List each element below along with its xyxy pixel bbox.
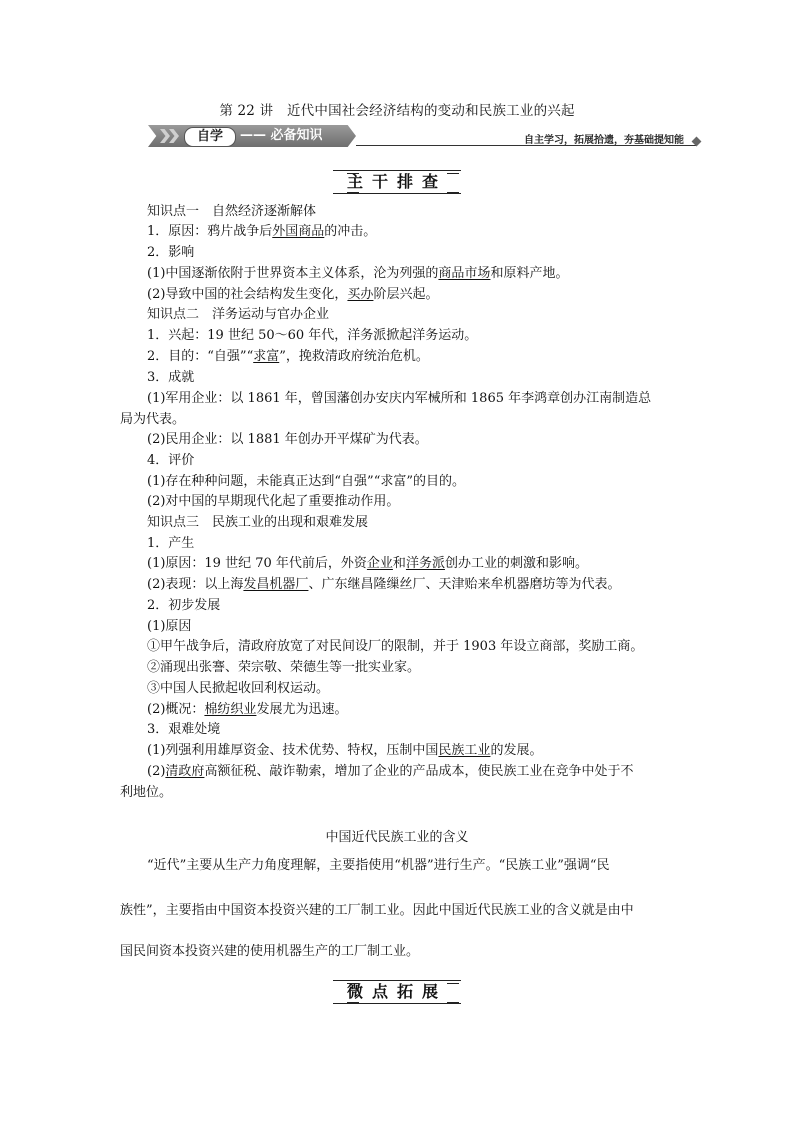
- text-line: 1．兴起：19 世纪 50～60 年代，洋务派掀起洋务运动。: [147, 328, 478, 343]
- note-paragraph-line: 族性”，主要指由中国资本投资兴建的工厂制工业。因此中国近代民族工业的含义就是由中: [120, 903, 634, 918]
- banner-text: —— 必备知识: [240, 128, 323, 143]
- text-line: 2．初步发展: [147, 598, 221, 613]
- text-line: 利地位。: [120, 785, 173, 800]
- knowledge-point-1: 知识点一 自然经济逐渐解体: [147, 204, 317, 219]
- section-heading-main-label: 主干排查: [333, 170, 461, 194]
- section-heading-main: [0, 170, 794, 196]
- knowledge-point-3: 知识点三 民族工业的出现和艰难发展: [147, 515, 369, 530]
- text-line: (1)中国逐渐依附于世界资本主义体系，沦为列强的商品市场和原料产地。: [147, 266, 569, 281]
- text-line: 2．影响: [147, 245, 195, 260]
- text-line: 1．原因：鸦片战争后外国商品的冲击。: [147, 224, 377, 239]
- text-line: 3．艰难处境: [147, 722, 221, 737]
- text-line: 3．成就: [147, 370, 195, 385]
- section-heading-extension: [0, 980, 794, 1006]
- text-line: 局为代表。: [120, 412, 186, 427]
- text-line: 1．产生: [147, 536, 195, 551]
- text-line: (1)存在种种问题，未能真正达到“自强”“求富”的目的。: [147, 474, 465, 489]
- page-title: 第 22 讲 近代中国社会经济结构的变动和民族工业的兴起: [219, 103, 575, 119]
- text-line: 2．目的：“自强”“求富”，挽救清政府统治危机。: [147, 349, 429, 364]
- note-paragraph-line: “近代”主要从生产力角度理解，主要指使用“机器”进行生产。“民族工业”强调“民: [147, 858, 610, 873]
- text-line: (2)清政府高额征税、敲诈勒索，增加了企业的产品成本，使民族工业在竞争中处于不: [147, 764, 634, 779]
- text-line: (2)导致中国的社会结构发生变化，买办阶层兴起。: [147, 287, 439, 302]
- text-line: (1)军用企业：以 1861 年，曾国藩创办安庆内军械所和 1865 年李鸿章创办江南制造总: [147, 391, 652, 406]
- text-line: (2)概况：棉纺织业发展尤为迅速。: [147, 702, 348, 717]
- banner-pill: 自学: [184, 127, 236, 147]
- text-line: (1)原因：19 世纪 70 年代前后，外资企业和洋务派创办工业的刺激和影响。: [147, 556, 588, 571]
- text-line: ②涌现出张謇、荣宗敬、荣德生等一批实业家。: [147, 660, 421, 675]
- text-line: (2)民用企业：以 1881 年创办开平煤矿为代表。: [147, 432, 428, 447]
- text-line: (2)表现：以上海发昌机器厂、广东继昌隆缫丝厂、天津贻来牟机器磨坊等为代表。: [147, 577, 621, 592]
- text-line: (1)原因: [147, 619, 192, 634]
- banner-slogan: 自主学习，拓展拾遗，夯基础提知能: [524, 135, 684, 146]
- text-line: ①甲午战争后，清政府放宽了对民间设厂的限制，并于 1903 年设立商部，奖励工商。: [147, 639, 644, 654]
- note-paragraph-line: 国民间资本投资兴建的使用机器生产的工厂制工业。: [120, 944, 420, 959]
- note-heading: 中国近代民族工业的含义: [325, 830, 469, 845]
- text-line: (2)对中国的早期现代化起了重要推动作用。: [147, 494, 400, 509]
- text-line: ③中国人民掀起收回利权运动。: [147, 681, 330, 696]
- text-line: (1)列强利用雄厚资金、技术优势、特权，压制中国民族工业的发展。: [147, 743, 543, 758]
- section-heading-extension-label: 微点拓展: [333, 980, 461, 1004]
- section-banner: [148, 125, 708, 151]
- knowledge-point-2: 知识点二 洋务运动与官办企业: [147, 307, 330, 322]
- text-line: 4．评价: [147, 453, 195, 468]
